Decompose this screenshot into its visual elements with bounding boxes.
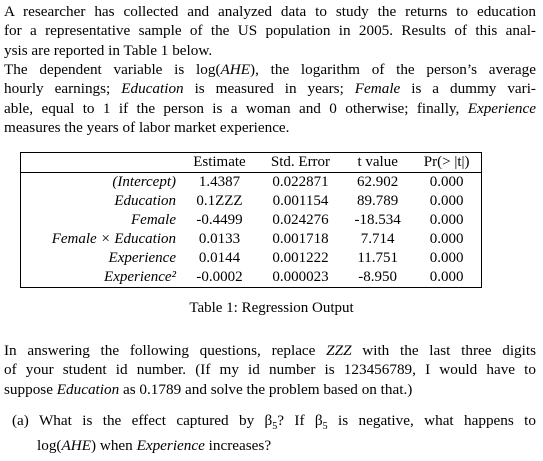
cell-t-value: -8.950 bbox=[358, 269, 398, 285]
cell-p-value: 0.000 bbox=[412, 192, 481, 211]
table-row bbox=[21, 192, 482, 211]
dep-line-1: The dependent variable is log(AHE), the logarithm of the person’s average bbox=[4, 61, 536, 78]
question-a-line-2: log(AHE) when Experience increases? bbox=[37, 437, 272, 455]
cell-p-value: 0.000 bbox=[412, 211, 481, 230]
cell-std-error: 0.001154 bbox=[272, 193, 329, 209]
cell-estimate: 0.0144 bbox=[198, 250, 241, 266]
dep-line-3: able, equal to 1 if the person is a woman and 0 otherwise; finally, Experience bbox=[4, 99, 536, 117]
answer-line-1: In answering the following questions, replace ZZZ with the last three digits bbox=[4, 342, 536, 359]
cell-p-value: 0.000 bbox=[412, 249, 481, 268]
row-name: (Intercept) bbox=[21, 173, 182, 193]
dep-line-4: measures the years of labor market experience. bbox=[4, 118, 290, 136]
cell-t-value: 89.789 bbox=[357, 193, 399, 209]
table-row bbox=[21, 173, 482, 193]
row-name: Female × Education bbox=[21, 230, 182, 249]
cell-std-error: 0.001222 bbox=[272, 250, 329, 266]
cell-std-error: 0.001718 bbox=[272, 231, 329, 247]
cell-p-value: 0.000 bbox=[412, 268, 481, 288]
regression-table bbox=[20, 152, 482, 288]
header-estimate: Estimate bbox=[181, 153, 258, 173]
dep-line-2: hourly earnings; Education is measured in years; Female is a dummy vari- bbox=[4, 80, 536, 98]
header-std-error: Std. Error bbox=[258, 153, 343, 173]
cell-t-value: 62.902 bbox=[357, 174, 399, 190]
cell-p-value: 0.000 bbox=[412, 173, 481, 193]
cell-estimate: -0.4499 bbox=[196, 212, 243, 228]
row-name: Experience² bbox=[21, 268, 182, 288]
question-a-line-1: (a) What is the effect captured by $\beta_5$? If $\beta_5$ is negative, what happens to bbox=[12, 412, 536, 433]
answering-paragraph bbox=[4, 341, 536, 399]
row-name: Education bbox=[21, 192, 182, 211]
cell-p-value: 0.000 bbox=[412, 230, 481, 249]
intro-line-1: A researcher has collected and analyzed data to study the returns to education bbox=[4, 3, 536, 20]
header-t-value: t value bbox=[343, 153, 412, 173]
intro-line-2: for a representative sample of the US population in 2005. Results of this anal- bbox=[4, 22, 536, 40]
row-name: Female bbox=[21, 211, 182, 230]
cell-std-error: 0.024276 bbox=[272, 212, 329, 228]
cell-t-value: -18.534 bbox=[354, 212, 401, 228]
intro-line-3: ysis are reported in Table 1 below. bbox=[4, 41, 213, 59]
header-p-value: Pr(> |t|) bbox=[412, 153, 481, 173]
cell-t-value: 11.751 bbox=[357, 250, 399, 266]
table-row bbox=[21, 268, 482, 288]
cell-std-error: 0.022871 bbox=[272, 174, 329, 190]
cell-estimate: 0.0133 bbox=[198, 231, 241, 247]
table-row bbox=[21, 230, 482, 249]
question-a bbox=[12, 411, 536, 456]
cell-estimate: 1.4387 bbox=[198, 174, 241, 190]
cell-std-error: 0.000023 bbox=[272, 269, 329, 285]
cell-estimate: 0.1ZZZ bbox=[196, 193, 243, 209]
cell-t-value: 7.714 bbox=[360, 231, 395, 247]
answer-line-2: of your student id number. (If my id number is 123456789, I would have to bbox=[4, 361, 536, 379]
intro-paragraph bbox=[4, 2, 536, 60]
answer-line-3: suppose Education as 0.1789 and solve the problem based on that.) bbox=[4, 380, 413, 398]
dependent-variable-paragraph bbox=[4, 60, 536, 137]
table-row bbox=[21, 211, 482, 230]
table-header-row bbox=[21, 153, 482, 173]
row-name: Experience bbox=[21, 249, 182, 268]
table-row bbox=[21, 249, 482, 268]
header-empty bbox=[21, 153, 182, 173]
regression-table-container bbox=[20, 152, 482, 288]
cell-estimate: -0.0002 bbox=[196, 269, 243, 285]
table-caption: Table 1: Regression Output bbox=[189, 300, 354, 316]
